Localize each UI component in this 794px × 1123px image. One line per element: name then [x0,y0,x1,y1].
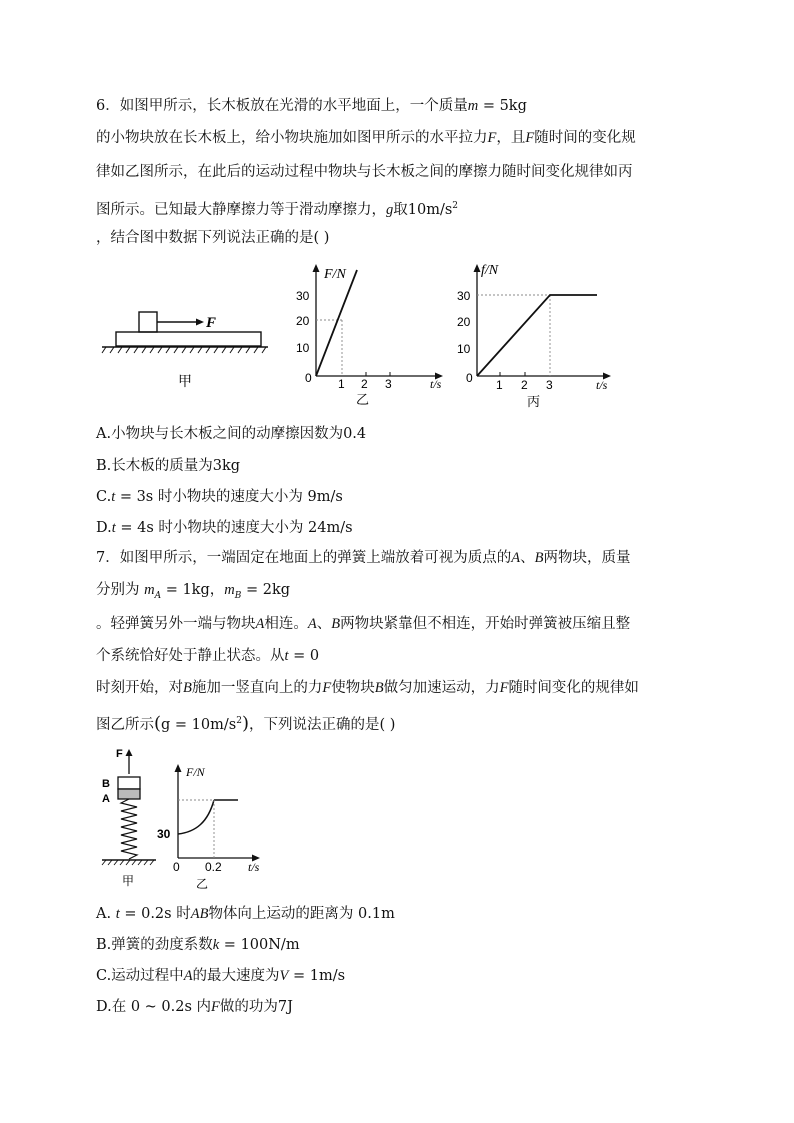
q6-figure-bing [455,258,625,408]
long-board [116,332,261,346]
q7-B-label: B [102,778,110,790]
yi-x-label: t/s [430,377,442,391]
q6-line-3: 律如乙图所示，在此后的运动过程中物块与长木板之间的摩擦力随时间变化规律如丙 [96,164,633,180]
q7-yi-xtick: 0.2 [205,860,222,874]
bing-ytick-30: 30 [457,289,471,303]
block-B [118,777,140,789]
q7-figure-yi [156,758,268,894]
q6-line-1: 6．如图甲所示，长木板放在光滑的水平地面上，一个质量m = 5kg [96,98,527,114]
bing-y-label: f/N [481,263,499,278]
small-block [139,312,157,332]
bing-f-line [477,295,597,376]
q7-yi-x-label: t/s [248,860,260,874]
spring [121,799,137,859]
q7-yi-y-label: F/N [186,765,205,779]
q7-option-a: A. t = 0.2s 时AB物体向上运动的距离为 0.1m [96,906,395,922]
q7-fig-jia-caption: 甲 [122,874,135,888]
q7-fig-yi-caption: 乙 [196,877,209,891]
q7-option-c: C.运动过程中A的最大速度为V = 1m/s [96,968,346,984]
q7-A-label: A [102,793,110,805]
yi-xtick-1: 1 [338,377,345,391]
yi-xtick-3: 3 [385,377,392,391]
fig-yi-caption: 乙 [356,393,370,406]
bing-x-label: t/s [596,378,608,392]
force-label: F [206,315,217,331]
q7-line-2: 分别为 $m_A = 1kg$，$m_B = 2kg$ [96,582,291,601]
q7-line-5: 时刻开始，对B施加一竖直向上的力F使物块B做匀加速运动，力F随时间变化的规律如 [96,680,639,696]
yi-ytick-10: 10 [296,341,310,355]
force-arrow-head [196,319,204,326]
ground-hatch [102,347,266,353]
q6-option-a: A.小物块与长木板之间的动摩擦因数为0.4 [96,426,367,442]
q6-figure-jia [96,300,271,395]
q7-line-3: 。轻弹簧另外一端与物块A相连。A、B两物块紧靠但不相连，开始时弹簧被压缩且整 [96,616,631,632]
fig-bing-caption: 丙 [527,395,541,408]
yi-F-line [316,270,357,376]
q6-option-d: D.t = 4s 时小物块的速度大小为 24m/s [96,520,353,536]
bing-ytick-10: 10 [457,342,471,356]
bing-xtick-1: 1 [496,378,503,392]
q6-line-2: 的小物块放在长木板上，给小物块施加如图甲所示的水平拉力F，且F随时间的变化规 [96,130,636,146]
yi-xtick-2: 2 [361,377,368,391]
q7-F-label: F [116,748,123,760]
q6-figure-yi [292,258,452,406]
block-A [118,789,140,799]
q6-option-c: C.t = 3s 时小物块的速度大小为 9m/s [96,489,343,505]
bing-xtick-2: 2 [521,378,528,392]
yi-y-label: F/N [324,267,346,282]
fig-jia-caption: 甲 [178,374,192,390]
q7-yi-ytick-30: 30 [157,827,171,841]
q6-line-4: 图所示。已知最大静摩擦力等于滑动摩擦力，g取$10m/s^2$ [96,201,459,218]
q7-line-4: 个系统恰好处于静止状态。从t = 0 [96,648,320,664]
q6-option-b: B.长木板的质量为3kg [96,458,241,474]
q7-F-curve [178,800,214,834]
bing-xtick-3: 3 [546,378,553,392]
q7-line-6: 图乙所示$(g = 10m/s^2)$，下列说法正确的是( ) [96,712,396,734]
yi-ytick-20: 20 [296,314,310,328]
q7-option-b: B.弹簧的劲度系数k = 100N/m [96,937,300,953]
yi-ytick-30: 30 [296,289,310,303]
yi-origin: 0 [305,371,312,385]
q6-line-5: ，结合图中数据下列说法正确的是( ) [96,230,330,246]
q7-line-1: 7．如图甲所示，一端固定在地面上的弹簧上端放着可视为质点的A、B两物块，质量 [96,550,631,566]
q7-option-d: D.在 0 ~ 0.2s 内F做的功为7J [96,999,293,1015]
bing-origin: 0 [466,371,473,385]
q7-yi-origin: 0 [173,860,180,874]
bing-ytick-20: 20 [457,315,471,329]
